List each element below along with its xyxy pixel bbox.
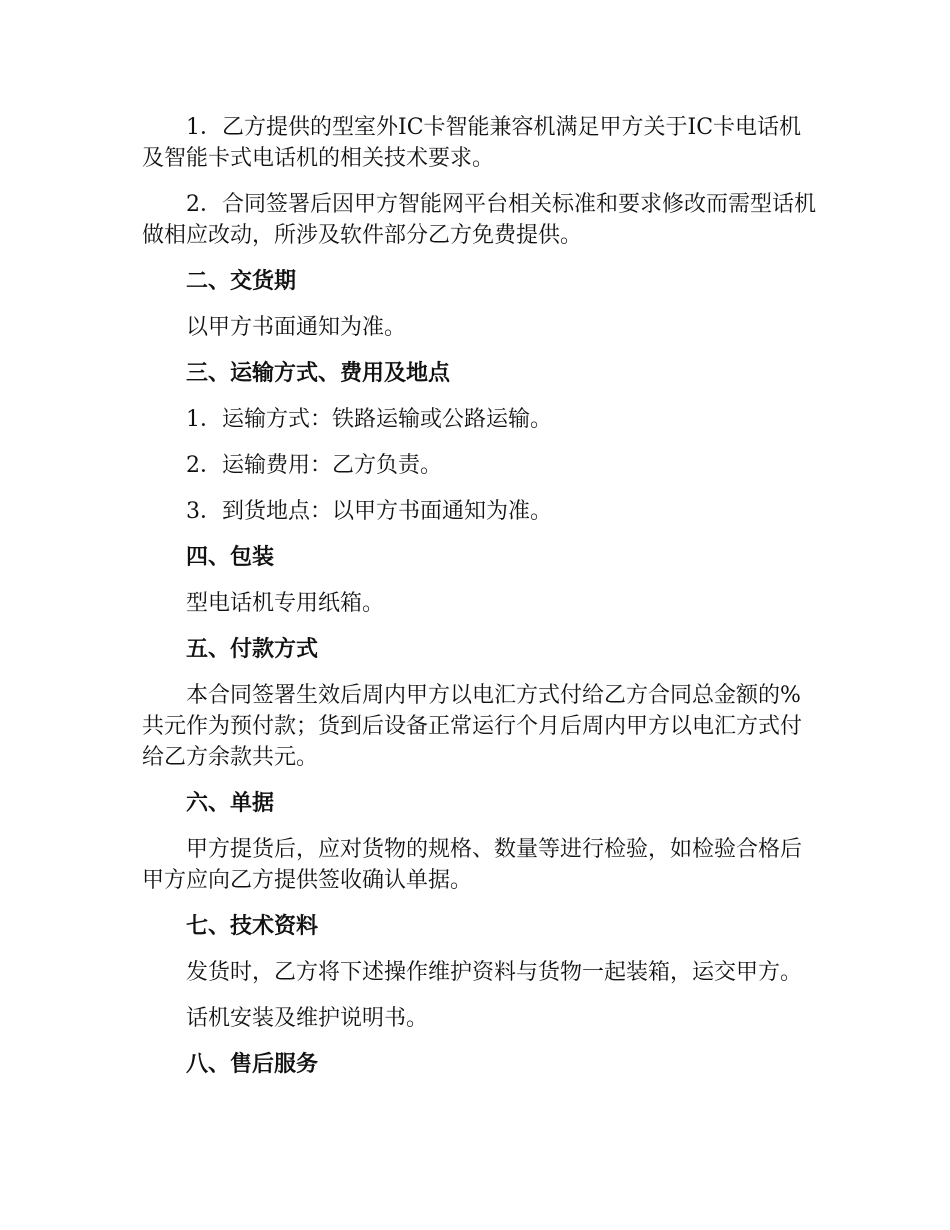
paragraph-packaging: 型电话机专用纸箱。 — [186, 591, 385, 616]
section-heading-technical-materials: 七、技术资料 — [186, 914, 319, 939]
section-heading-transport: 三、运输方式、费用及地点 — [186, 361, 451, 386]
paragraph-documents: 甲方提货后，应对货物的规格、数量等进行检验，如检验合格后甲方应向乙方提供签收确认单据。 — [142, 837, 803, 893]
paragraph-arrival-location: 3．到货地点：以甲方书面通知为准。 — [186, 499, 552, 524]
paragraph-transport-cost: 2．运输费用：乙方负责。 — [186, 453, 442, 478]
paragraph-payment: 本合同签署生效后周内甲方以电汇方式付给乙方合同总金额的%共元作为预付款；货到后设备正常运行个月后周内甲方以电汇方式付给乙方余款共元。 — [142, 683, 803, 770]
paragraph-delivery: 以甲方书面通知为准。 — [186, 315, 407, 340]
section-heading-delivery: 二、交货期 — [186, 269, 297, 294]
section-heading-payment: 五、付款方式 — [186, 637, 319, 662]
paragraph-2: 2．合同签署后因甲方智能网平台相关标准和要求修改而需型话机做相应改动，所涉及软件部分乙方免费提供。 — [142, 192, 816, 248]
section-heading-packaging: 四、包装 — [186, 545, 275, 570]
paragraph-manual: 话机安装及维护说明书。 — [186, 1006, 429, 1031]
paragraph-technical-materials: 发货时，乙方将下述操作维护资料与货物一起装箱，运交甲方。 — [186, 960, 803, 985]
paragraph-1: 1．乙方提供的型室外IC卡智能兼容机满足甲方关于IC卡电话机及智能卡式电话机的相关技术要求。 — [142, 115, 802, 171]
section-heading-after-sales: 八、售后服务 — [186, 1052, 319, 1077]
paragraph-transport-method: 1．运输方式：铁路运输或公路运输。 — [186, 407, 552, 432]
section-heading-documents: 六、单据 — [186, 791, 275, 816]
document-body — [142, 112, 818, 1080]
